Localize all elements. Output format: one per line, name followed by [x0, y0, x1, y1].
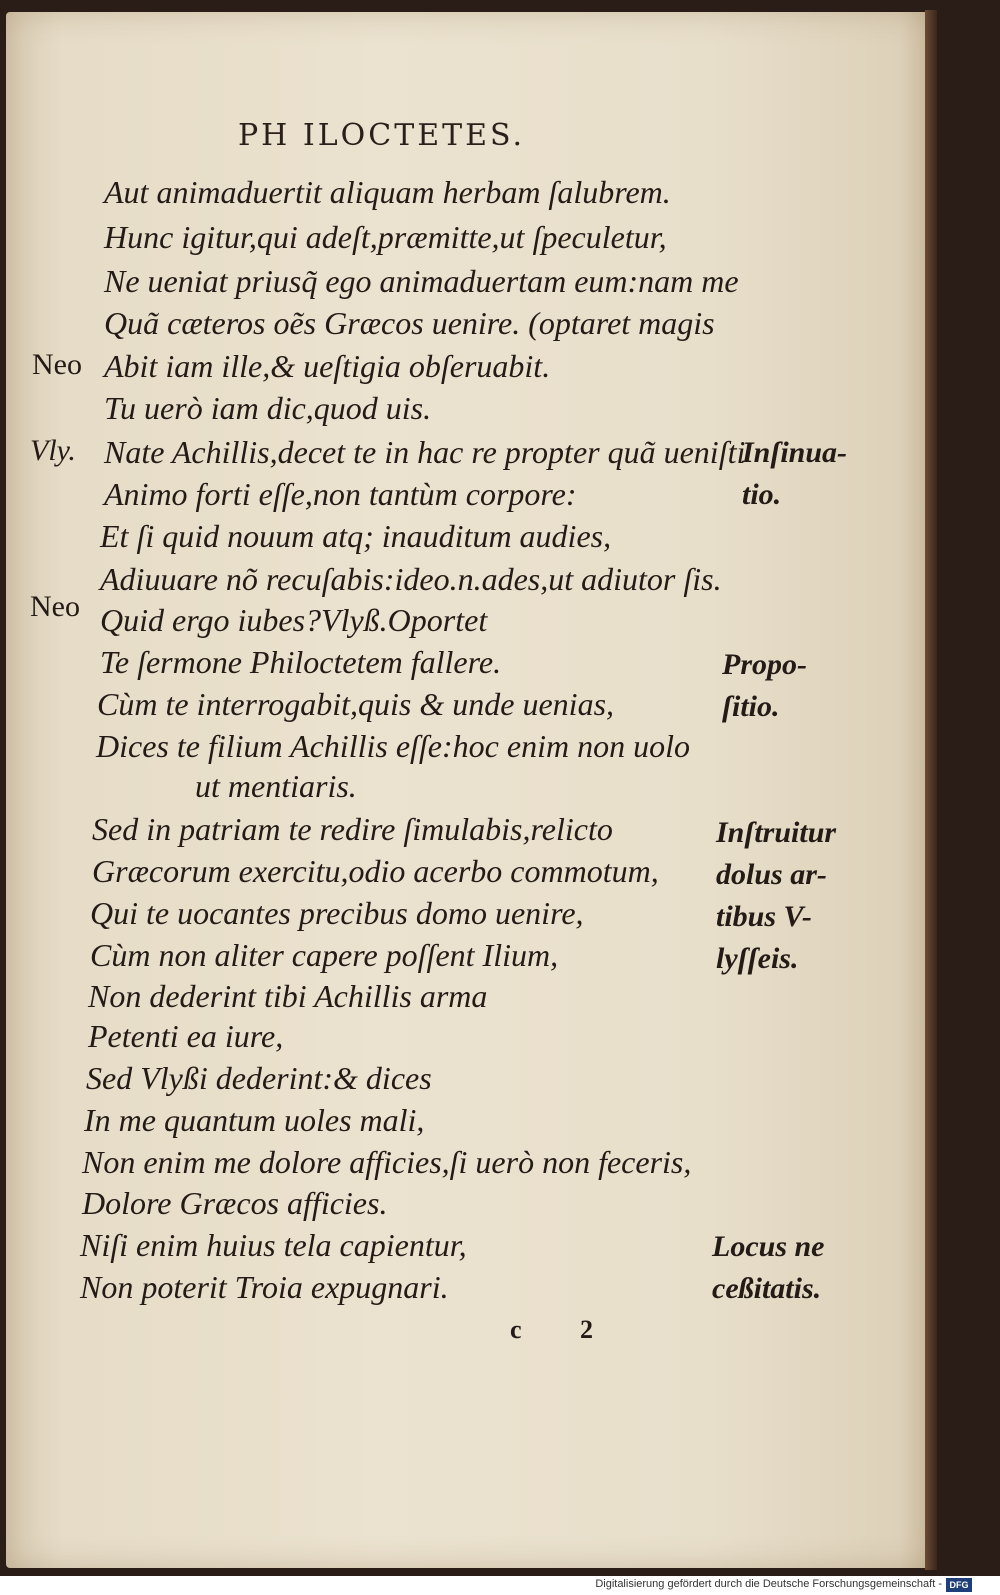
verse-line: Dices te filium Achillis eſſe:hoc enim non uolo	[96, 728, 690, 764]
verse-line: Niſi enim huius tela capientur,	[80, 1227, 467, 1263]
verse-line: Cùm te interrogabit,quis & unde uenias,	[97, 686, 615, 722]
book-edge	[925, 10, 937, 1570]
verse-line: Aut animaduertit aliquam herbam ſalubrem.	[104, 174, 671, 210]
margin-note-line: Inſtruitur	[716, 816, 837, 849]
verse-line: Animo forti eſſe,non tantùm corpore:	[104, 476, 577, 512]
margin-note-line: lyſſeis.	[716, 942, 799, 975]
verse-line: Dolore Græcos afficies.	[82, 1185, 388, 1221]
margin-note-line: Propo-	[722, 648, 807, 681]
speaker-label: Neo	[32, 348, 82, 381]
margin-note-line: tibus V-	[716, 900, 812, 933]
verse-line: Nate Achillis,decet te in hac re propter quã ueniſti	[104, 434, 746, 470]
verse-line: Te ſermone Philoctetem fallere.	[100, 644, 502, 680]
verse-line: Ne ueniat priusq̃ ego animaduertam eum:nam me	[104, 263, 739, 299]
dfg-logo-icon: DFG	[946, 1578, 972, 1592]
verse-line: Abit iam ille,& ueſtigia obſeruabit.	[104, 348, 551, 384]
verse-line: Adiuuare nõ recuſabis:ideo.n.ades,ut adiutor ſis.	[100, 561, 722, 597]
verse-line: Quid ergo iubes?Vlyß.Oportet	[100, 602, 488, 638]
verse-line: Sed in patriam te redire ſimulabis,relicto	[92, 811, 613, 847]
verse-line: Non enim me dolore afficies,ſi uerò non feceris,	[82, 1144, 692, 1180]
verse-line: Non dederint tibi Achillis arma	[88, 978, 488, 1014]
verse-line: Sed Vlyßi dederint:& dices	[86, 1060, 432, 1096]
margin-note-line: Inſinua-	[742, 436, 848, 469]
speaker-label: Vly.	[30, 434, 76, 467]
digitization-footer	[0, 1576, 1000, 1595]
margin-note-line: ceßitatis.	[712, 1272, 822, 1305]
verse-line: Et ſi quid nouum atq; inauditum audies,	[100, 518, 612, 554]
verse-line: Cùm non aliter capere poſſent Ilium,	[90, 937, 559, 973]
margin-note-line: tio.	[742, 478, 782, 511]
verse-line: In me quantum uoles mali,	[84, 1102, 425, 1138]
margin-note-line: dolus ar-	[716, 858, 827, 891]
margin-note-line: Locus ne	[712, 1230, 825, 1263]
verse-line: ut mentiaris.	[195, 768, 357, 804]
verse-line: Tu uerò iam dic,quod uis.	[104, 390, 432, 426]
margin-note-line: ſitio.	[722, 690, 780, 723]
verse-line: Græcorum exercitu,odio acerbo commotum,	[92, 853, 659, 889]
signature-mark: c 2	[510, 1315, 620, 1344]
verse-line: Hunc igitur,qui adeſt,præmitte,ut ſpeculetur,	[104, 219, 667, 255]
verse-line: Non poterit Troia expugnari.	[80, 1269, 449, 1305]
verse-line: Quã cæteros oẽs Græcos uenire. (optaret magis	[104, 305, 715, 341]
running-head: PH ILOCTETES.	[238, 118, 526, 153]
verse-line: Petenti ea iure,	[88, 1018, 284, 1054]
speaker-label: Neo	[30, 590, 80, 623]
verse-line: Qui te uocantes precibus domo uenire,	[90, 895, 584, 931]
footer-credit: Digitalisierung gefördert durch die Deutsche Forschungsgemeinschaft -	[595, 1578, 942, 1590]
